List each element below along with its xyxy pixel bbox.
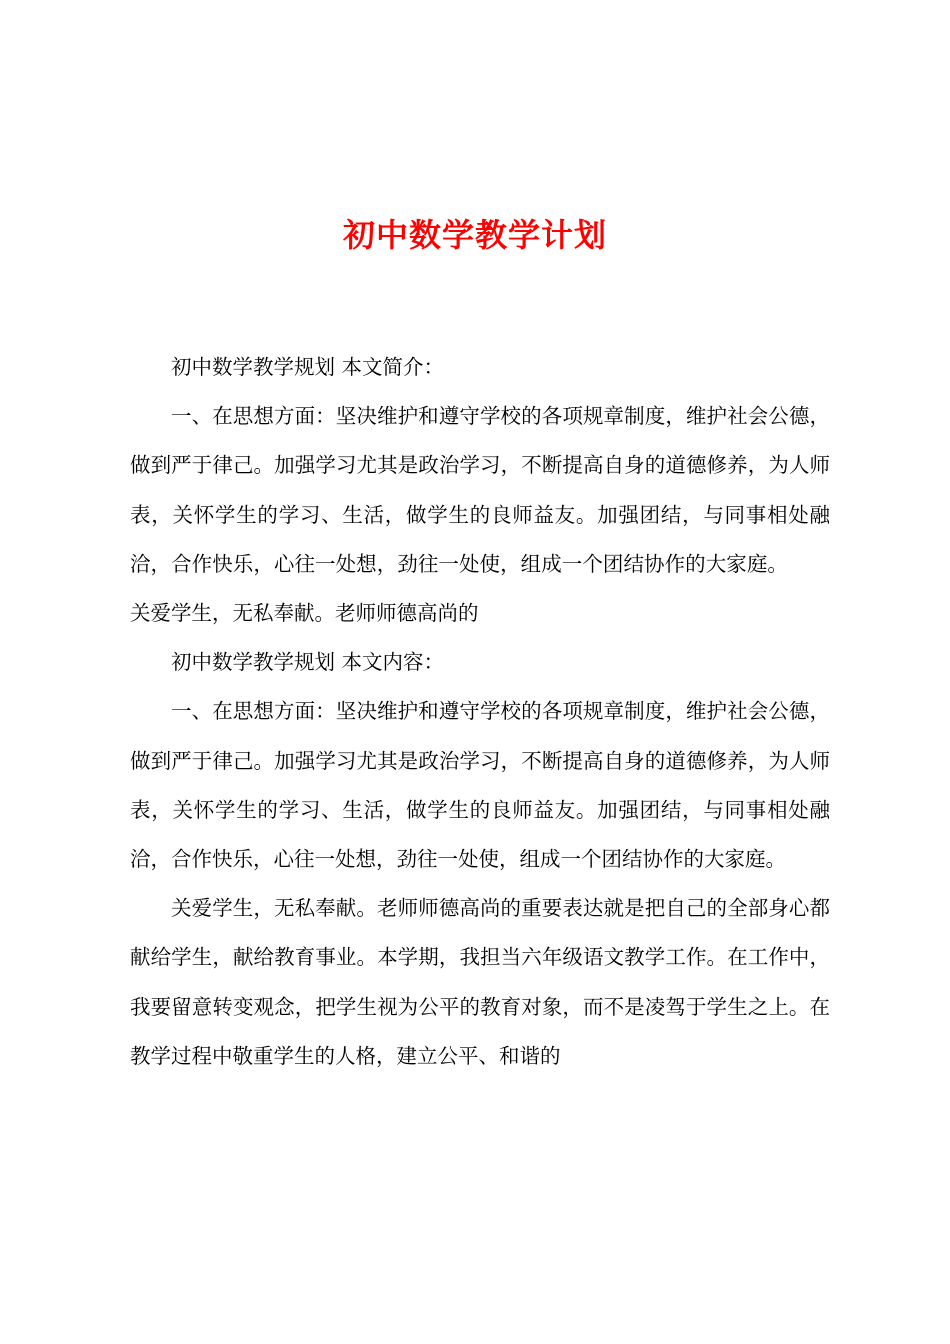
paragraph-intro-summary [130, 392, 830, 638]
paragraph-text: 一、在思想方面：坚决维护和遵守学校的各项规章制度，维护社会公德，做到严于律己。加强学习尤其是政治学习，不断提高自身的道德修养，为人师表，关怀学生的学习、生活，做学生的良师益友。加强团结，与同事相处融洽，合作快乐，心往一处想，劲往一处使，组成一个团结协作的大家庭。 [130, 699, 830, 872]
paragraph-text: 初中数学教学规划 本文内容： [171, 650, 445, 675]
paragraph-text: 初中数学教学规划 本文简介： [171, 355, 445, 379]
document-body [130, 343, 830, 1081]
paragraph-text: 一、在思想方面：坚决维护和遵守学校的各项规章制度，维护社会公德，做到严于律己。加强学习尤其是政治学习，不断提高自身的道德修养，为人师表，关怀学生的学习、生活，做学生的良师益友。加强团结，与同事相处融洽，合作快乐，心往一处想，劲往一处使，组成一个团结协作的大家庭。 [130, 404, 830, 576]
paragraph-intro-heading [130, 343, 830, 392]
paragraph-tail-text: 关爱学生，无私奉献。老师师德高尚的 [130, 601, 479, 626]
paragraph-text: 关爱学生，无私奉献。老师师德高尚的重要表达就是把自己的全部身心都献给学生，献给教育事业。本学期，我担当六年级语文教学工作。在工作中，我要留意转变观念，把学生视为公平的教育对象，而不是凌驾于学生之上。在教学过程中敬重学生的人格，建立公平、和谐的 [130, 896, 830, 1068]
paragraph-ideology [130, 687, 830, 884]
paragraph-content-heading [130, 638, 830, 687]
document-title: 初中数学教学计划 [342, 216, 607, 254]
paragraph-care-students [130, 884, 830, 1081]
